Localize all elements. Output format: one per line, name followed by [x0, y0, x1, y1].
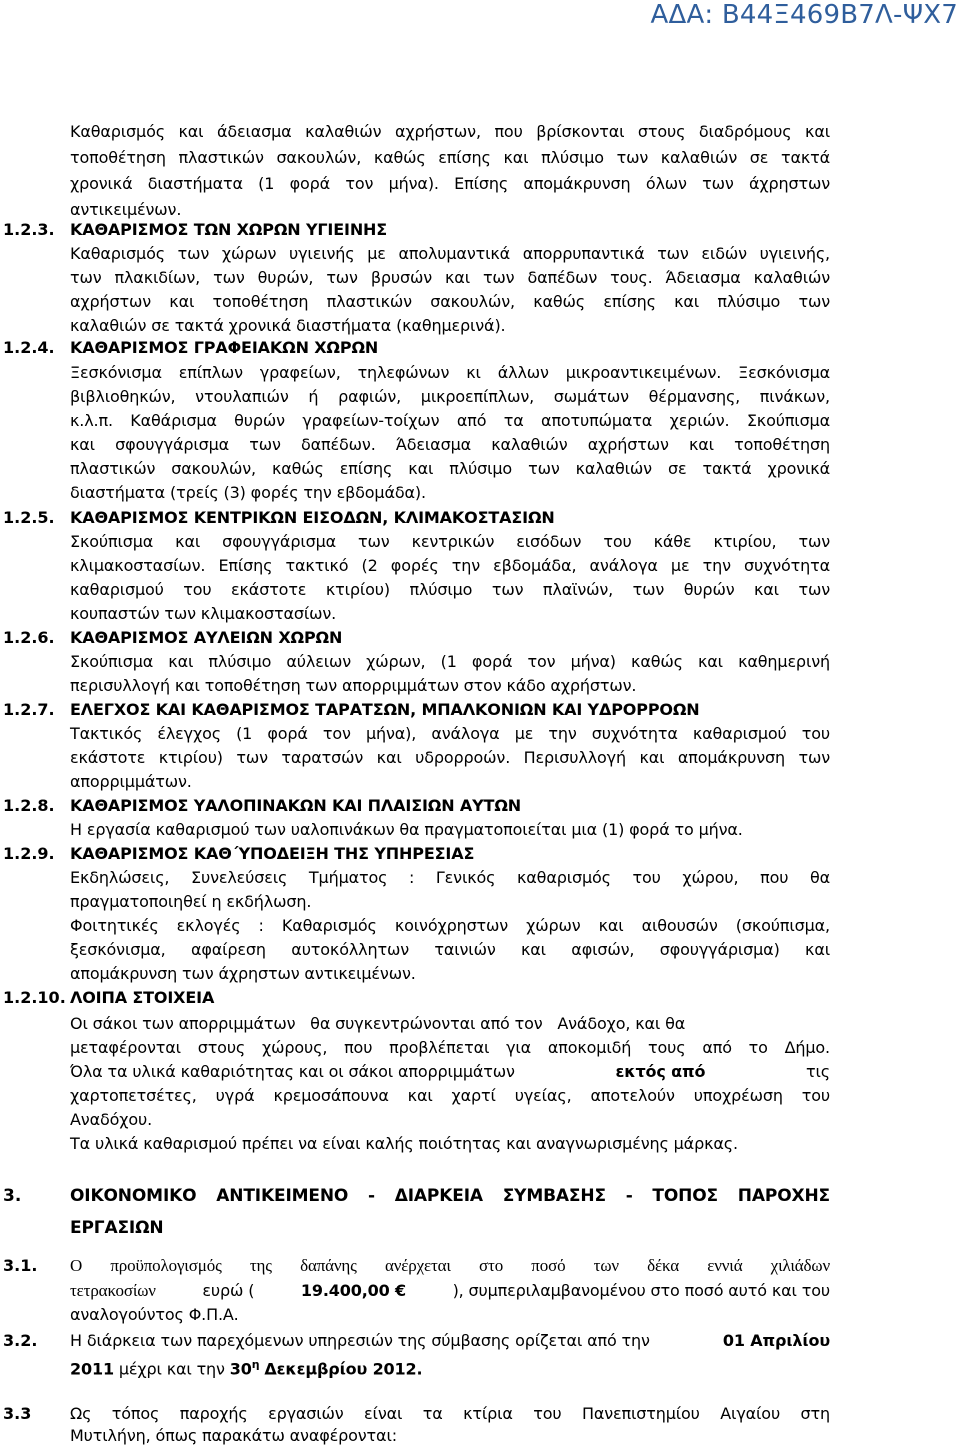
intro-line: Καθαρισμός και άδειασμα καλαθιών αχρήστων, που βρίσκονται στους διαδρόμους και — [70, 122, 830, 141]
section-line — [70, 1329, 830, 1353]
section-line: κλιμακοστασίων. Επίσης τακτικό (2 φορές την εβδομάδα, ανάλογα με την συχνότητα — [70, 556, 830, 575]
section-title: ΚΑΘΑΡΙΣΜΟΣ ΤΩΝ ΧΩΡΩΝ ΥΓΙΕΙΝΗΣ — [70, 220, 388, 239]
section-line: κ.λ.π. Καθάρισμα θυρών γραφείων-τοίχων από τα αποτυπώματα χεριών. Σκούπισμα — [70, 411, 830, 430]
section-number: 1.2.3. — [3, 220, 55, 239]
section-number: 3.2. — [3, 1331, 38, 1350]
section-line — [70, 1353, 422, 1377]
section-line: Εκδηλώσεις, Συνελεύσεις Τμήματος : Γενικός καθαρισμός του χώρου, που θα — [70, 868, 830, 887]
section-line: πλαστικών σακουλών, καθώς επίσης και πλύσιμο των καλαθιών σε τακτά χρονικά — [70, 459, 830, 478]
section-line: χαρτοπετσέτες, υγρά κρεμοσάπουνα και χαρτί υγείας, αποτελούν υποχρέωση του — [70, 1086, 830, 1105]
section-line: μεταφέρονται στους χώρους, που προβλέπεται για αποκομιδή τους από το Δήμο. — [70, 1038, 830, 1057]
section-line: Ως τόπος παροχής εργασιών είναι τα κτίρια του Πανεπιστημίου Αιγαίου στη — [70, 1404, 830, 1423]
section-title-cont: ΕΡΓΑΣΙΩΝ — [70, 1218, 164, 1238]
section-line: και σφουγγάρισμα των δαπέδων. Άδειασμα καλαθιών αχρήστων και τοποθέτηση — [70, 435, 830, 454]
section-line: διαστήματα (τρείς (3) φορές την εβδομάδα). — [70, 483, 426, 502]
section-line: περισυλλογή και τοποθέτηση των απορριμμάτων στον κάδο αχρήστων. — [70, 676, 637, 695]
section-line: ξεσκόνισμα, αφαίρεση αυτοκόλλητων ταινιών και αφισών, σφουγγάρισμα) και — [70, 940, 830, 959]
section-line: κουπαστών των κλιμακοστασίων. — [70, 604, 337, 623]
section-line: καλαθιών σε τακτά χρονικά διαστήματα (καθημερινά). — [70, 316, 506, 335]
emphasis-text: εκτός από — [615, 1062, 706, 1081]
section-line: των πλακιδίων, των θυρών, των βρυσών και των δαπέδων τους. Άδειασμα καλαθιών — [70, 268, 830, 287]
line-text: τετρακοσίων — [70, 1281, 156, 1300]
section-line: αχρήστων και τοποθέτηση πλαστικών σακουλών, καθώς επίσης και πλύσιμο των — [70, 292, 830, 311]
line-text: ), συμπεριλαμβανομένου στο ποσό αυτό και του — [452, 1281, 830, 1300]
section-title: ΚΑΘΑΡΙΣΜΟΣ ΑΥΛΕΙΩΝ ΧΩΡΩΝ — [70, 628, 343, 647]
line-text: ευρώ ( — [202, 1281, 255, 1300]
amount-text: 19.400,00 € — [300, 1281, 407, 1300]
date-text: 2011 — [70, 1359, 114, 1379]
section-line: καθαρισμού του εκάστοτε κτιρίου) πλύσιμο των πλαϊνών, των θυρών και των — [70, 580, 830, 599]
intro-line: αντικειμένων. — [70, 200, 182, 219]
section-title: ΟΙΚΟΝΟΜΙΚΟ ΑΝΤΙΚΕΙΜΕΝΟ - ΔΙΑΡΚΕΙΑ ΣΥΜΒΑΣΗΣ - ΤΟΠΟΣ ΠΑΡΟΧΗΣ — [70, 1186, 830, 1206]
section-number: 1.2.4. — [3, 338, 55, 357]
section-line: Οι σάκοι των απορριμμάτων θα συγκεντρώνονται από τον Ανάδοχο, και θα — [70, 1014, 686, 1033]
section-number: 1.2.10. — [3, 988, 66, 1007]
section-line: Σκούπισμα και σφουγγάρισμα των κεντρικών εισόδων του κάθε κτιρίου, των — [70, 532, 830, 551]
section-line: Ξεσκόνισμα επίπλων γραφείων, τηλεφώνων κι άλλων μικροαντικειμένων. Ξεσκόνισμα — [70, 363, 830, 382]
section-line: Ο προϋπολογισμός της δαπάνης ανέρχεται στο ποσό των δέκα εννιά χιλιάδων — [70, 1256, 830, 1275]
section-line — [70, 1060, 830, 1084]
section-title: ΚΑΘΑΡΙΣΜΟΣ ΓΡΑΦΕΙΑΚΩΝ ΧΩΡΩΝ — [70, 338, 379, 357]
line-text: τις — [806, 1062, 830, 1081]
section-number: 1.2.8. — [3, 796, 55, 815]
section-line — [70, 1279, 830, 1303]
section-number: 1.2.6. — [3, 628, 55, 647]
date-text: 01 Απριλίου — [722, 1331, 830, 1350]
section-line: εκάστοτε κτιρίου) των ταρατσών και υδρορροών. Περισυλλογή και απομάκρυνση των — [70, 748, 830, 767]
section-line: πραγματοποιηθεί η εκδήλωση. — [70, 892, 312, 911]
section-line: Καθαρισμός των χώρων υγιεινής με απολυμαντικά απορρυπαντικά των ειδών υγιεινής, — [70, 244, 830, 263]
date-text: Δεκεμβρίου 2012. — [264, 1359, 423, 1379]
section-number: 1.2.7. — [3, 700, 55, 719]
section-title: ΚΑΘΑΡΙΣΜΟΣ ΚΕΝΤΡΙΚΩΝ ΕΙΣΟΔΩΝ, ΚΛΙΜΑΚΟΣΤΑΣΙΩΝ — [70, 508, 555, 527]
section-line: Φοιτητικές εκλογές : Καθαρισμός κοινόχρηστων χώρων και αιθουσών (σκούπισμα, — [70, 916, 830, 935]
line-text: Όλα τα υλικά καθαριότητας και οι σάκοι απορριμμάτων — [70, 1062, 515, 1081]
section-line: Αναδόχου. — [70, 1110, 153, 1129]
section-line: απορριμμάτων. — [70, 772, 192, 791]
section-line: Μυτιλήνη, όπως παρακάτω αναφέρονται: — [70, 1426, 397, 1445]
section-number: 3.1. — [3, 1256, 38, 1275]
section-line: Σκούπισμα και πλύσιμο αύλειων χώρων, (1 φορά τον μήνα) καθώς και καθημερινή — [70, 652, 830, 671]
intro-line: χρονικά διαστήματα (1 φορά τον μήνα). Επίσης απομάκρυνση όλων των άχρηστων — [70, 174, 830, 193]
line-text: μέχρι και την — [118, 1359, 225, 1379]
section-title: ΚΑΘΑΡΙΣΜΟΣ ΥΑΛΟΠΙΝΑΚΩΝ ΚΑΙ ΠΛΑΙΣΙΩΝ ΑΥΤΩΝ — [70, 796, 522, 815]
section-line: απομάκρυνση των άχρηστων αντικειμένων. — [70, 964, 416, 983]
date-superscript: η — [251, 1358, 260, 1371]
date-text: 30 — [229, 1359, 252, 1379]
ada-code: ΑΔΑ: Β44Ξ469Β7Λ-ΨΧ7 — [650, 0, 958, 30]
section-number: 1.2.9. — [3, 844, 55, 863]
section-line: Τα υλικά καθαρισμού πρέπει να είναι καλής ποιότητας και αναγνωρισμένης μάρκας. — [70, 1134, 738, 1153]
section-title: ΚΑΘΑΡΙΣΜΟΣ ΚΑΘ΄ΥΠΟΔΕΙΞΗ ΤΗΣ ΥΠΗΡΕΣΙΑΣ — [70, 844, 475, 863]
section-number: 3.3 — [3, 1404, 32, 1423]
section-line: Η εργασία καθαρισμού των υαλοπινάκων θα πραγματοποιείται μια (1) φορά το μήνα. — [70, 820, 743, 839]
line-text: Η διάρκεια των παρεχόμενων υπηρεσιών της σύμβασης ορίζεται από την — [70, 1331, 650, 1350]
section-line: βιβλιοθηκών, ντουλαπιών ή ραφιών, μικροεπίπλων, σωμάτων θέρμανσης, πινάκων, — [70, 387, 830, 406]
section-line: Τακτικός έλεγχος (1 φορά τον μήνα), ανάλογα με την συχνότητα καθαρισμού του — [70, 724, 830, 743]
section-title: ΕΛΕΓΧΟΣ ΚΑΙ ΚΑΘΑΡΙΣΜΟΣ ΤΑΡΑΤΣΩΝ, ΜΠΑΛΚΟΝΙΩΝ ΚΑΙ ΥΔΡΟΡΡΟΩΝ — [70, 700, 700, 719]
intro-line: τοποθέτηση πλαστικών σακουλών, καθώς επίσης και πλύσιμο των καλαθιών σε τακτά — [70, 148, 830, 167]
section-title: ΛΟΙΠΑ ΣΤΟΙΧΕΙΑ — [70, 988, 215, 1007]
section-line: αναλογούντος Φ.Π.Α. — [70, 1305, 239, 1324]
section-number: 1.2.5. — [3, 508, 55, 527]
section-number: 3. — [3, 1186, 22, 1206]
